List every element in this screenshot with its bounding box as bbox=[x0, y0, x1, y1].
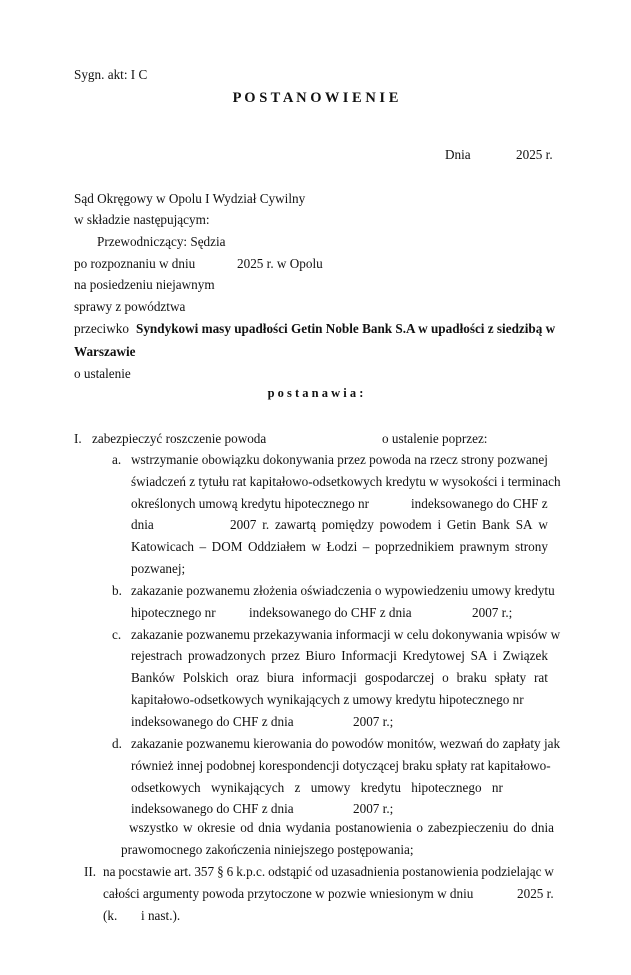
section-2-line-1: na pocstawie art. 357 § 6 k.p.c. odstąpić od uzasadnienia postanowienia podzielając w bbox=[103, 864, 554, 879]
item-a-line-3a: określonych umową kredytu hipotecznego nr bbox=[131, 496, 370, 511]
section-1-number: I. bbox=[74, 431, 82, 446]
item-letter: d. bbox=[112, 736, 122, 751]
defendant-name-line1: Syndykowi masy upadłości Getin Noble Bank S.A w upadłości z siedzibą w bbox=[136, 321, 556, 336]
date-year: 2025 r. bbox=[516, 147, 553, 162]
section-2-number: II. bbox=[84, 864, 97, 879]
section-2-line-3-suffix: i nast.). bbox=[141, 908, 181, 923]
item-b-line-2b: indeksowanego do CHF z dnia bbox=[249, 605, 412, 620]
item-c-line-5b: 2007 r.; bbox=[353, 714, 394, 729]
item-a-line-3b: indeksowanego do CHF z bbox=[411, 496, 548, 511]
item-d-line-3: odsetkowych wynikających z umowy kredytu hipotecznego nr bbox=[131, 780, 503, 795]
item-b-line-2c: 2007 r.; bbox=[472, 605, 513, 620]
document-title: P O S T A N O W I E N I E bbox=[232, 90, 399, 106]
item-d-line-4a: indeksowanego do CHF z dnia bbox=[131, 801, 294, 816]
case-subject: o ustalenie bbox=[74, 366, 131, 381]
item-d-line-1: zakazanie pozwanemu kierowania do powodów monitów, wezwań do zapłaty jak bbox=[131, 736, 561, 751]
defendant-name-line2: Warszawie bbox=[74, 344, 136, 359]
section-1-lead-suffix: o ustalenie poprzez: bbox=[382, 431, 488, 446]
item-a-line-4a: dnia bbox=[131, 517, 154, 532]
chair-judge: Przewodniczący: Sędzia bbox=[97, 234, 226, 249]
item-b-line-2a: hipotecznego nr bbox=[131, 605, 216, 620]
case-of-label: sprawy z powództwa bbox=[74, 299, 186, 314]
item-c-line-1: zakazanie pozwanemu przekazywania informacji w celu dokonywania wpisów w bbox=[131, 627, 561, 642]
section-2-line-2-suffix: 2025 r. bbox=[517, 886, 554, 901]
section-2-line-3-prefix: (k. bbox=[103, 908, 118, 923]
composition-label: w składzie następującym: bbox=[74, 212, 210, 227]
considered-date-suffix: 2025 r. w Opolu bbox=[237, 256, 323, 271]
item-a-line-5: Katowicach – DOM Oddziałem w Łodzi – poprzednikiem prawnym strony bbox=[131, 539, 548, 554]
duration-line-1: wszystko w okresie od dnia wydania postanowienia o zabezpieczeniu do dnia bbox=[129, 820, 554, 835]
decision-heading: p o s t a n a w i a : bbox=[267, 386, 364, 400]
court-name: Sąd Okręgowy w Opolu I Wydział Cywilny bbox=[74, 191, 306, 206]
item-letter: a. bbox=[112, 452, 122, 467]
item-c-line-4: kapitałowo-odsetkowych wynikających z umowy kredytu hipotecznego nr bbox=[131, 692, 524, 707]
against-label: przeciwko bbox=[74, 321, 129, 336]
section-1-lead-prefix: zabezpieczyć roszczenie powoda bbox=[92, 431, 267, 446]
item-c-line-3: Banków Polskich oraz biura informacji gospodarczej o braku spłaty rat bbox=[131, 670, 548, 685]
section-2-line-2-prefix: całości argumenty powoda przytoczone w pozwie wniesionym w dniu bbox=[103, 886, 474, 901]
item-letter: b. bbox=[112, 583, 122, 598]
item-a-line-6: pozwanej; bbox=[131, 561, 186, 576]
item-c-line-5a: indeksowanego do CHF z dnia bbox=[131, 714, 294, 729]
item-a-line-1: wstrzymanie obowiązku dokonywania przez powoda na rzecz strony pozwanej bbox=[131, 452, 548, 467]
case-reference: Sygn. akt: I C bbox=[74, 67, 148, 82]
item-a-line-4b: 2007 r. zawartą pomiędzy powodem i Getin Bank SA w bbox=[230, 517, 548, 532]
considered-date-prefix: po rozpoznaniu w dniu bbox=[74, 256, 196, 271]
item-d-line-4b: 2007 r.; bbox=[353, 801, 394, 816]
date-label: Dnia bbox=[445, 147, 471, 162]
item-d-line-2: również innej podobnej korespondencji dotyczącej braku spłaty rat kapitałowo- bbox=[131, 758, 551, 773]
session-type: na posiedzeniu niejawnym bbox=[74, 277, 215, 292]
item-letter: c. bbox=[112, 627, 122, 642]
item-a-line-2: świadczeń z tytułu rat kapitałowo-odsetkowych kredytu w wysokości i terminach bbox=[131, 474, 561, 489]
duration-line-2: prawomocnego zakończenia niniejszego postępowania; bbox=[121, 842, 414, 857]
item-b-line-1: zakazanie pozwanemu złożenia oświadczenia o wypowiedzeniu umowy kredytu bbox=[131, 583, 555, 598]
item-c-line-2: rejestrach prowadzonych przez Biuro Informacji Kredytowej SA i Związek bbox=[131, 648, 548, 663]
